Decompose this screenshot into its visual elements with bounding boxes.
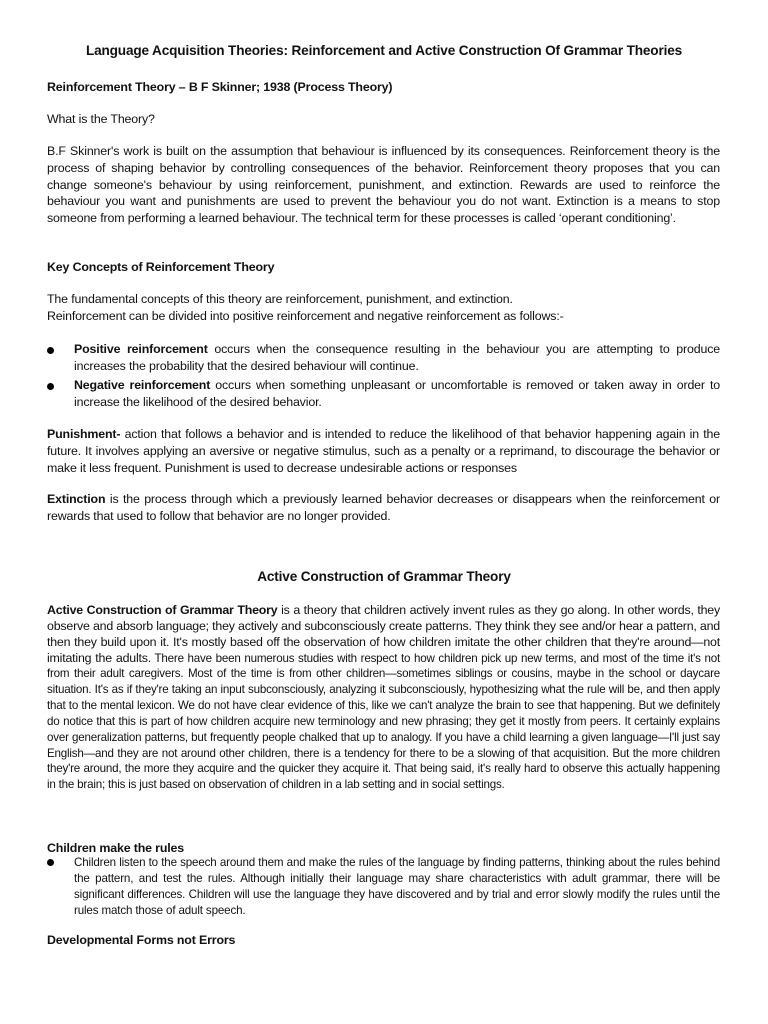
list-item <box>47 377 720 411</box>
question-line: What is the Theory? <box>47 112 155 126</box>
definition: is the process through which a previously learned behavior decreases or disappears when the reinforcement or rewards that used to follow that behavior are no longer provided. <box>47 492 720 523</box>
paragraph <box>47 603 720 793</box>
text: is a theory that children actively invent rules as they go along. In other words, they observe and absorb language; they actively and subconsciously create patterns. They think they see and/or hear a pattern, and then they build upon it. It's mostly based off the observation of how children imitate the other children that they're around—not imitating the adults. <box>47 603 720 665</box>
term: Extinction <box>47 492 106 506</box>
paragraph <box>47 491 720 525</box>
subheading: Children make the rules <box>47 841 185 855</box>
subheading: Key Concepts of Reinforcement Theory <box>47 260 275 274</box>
section-heading: Reinforcement Theory – B F Skinner; 1938 (Process Theory) <box>47 80 393 94</box>
bullet-icon <box>47 347 54 354</box>
definition: occurs when the consequence resulting in the behaviour you are attempting to produce increases the probability that the desired behaviour will continue. <box>74 342 720 373</box>
bullet-icon <box>47 859 54 866</box>
term: Punishment- <box>47 427 121 441</box>
term: Negative reinforcement <box>74 378 211 392</box>
list-item <box>47 855 720 919</box>
text-line: Reinforcement can be divided into positive reinforcement and negative reinforcement as follows:- <box>47 308 564 323</box>
definition: occurs when something unpleasant or uncomfortable is removed or taken away in order to increase the likelihood of the desired behavior. <box>74 378 721 409</box>
bullet-icon <box>47 383 54 390</box>
text: There have been numerous studies with respect to how children pick up new terms, and most of the time it's not from their adult caregivers. Most of the time is from other children—sometimes siblings or cousins, maybe in the school or daycare situation. It's as if they're taking an input subconsciously, analyzing it subconsciously, hypothesizing what the rule will be, and then apply that to the mental lexicon. We do not have clear evidence of this, like we can't analyze the brain to see that happening. But we definitely do notice that this is part of how children acquire new terminology and new phrasing; they get it mostly from peers. It certainly explains over generalization patterns, but frequently people chalked that up to analogy. If you have a child learning a given language—I'll just say English—and they are not around other children, there is a tendency for there to be a slowing of that acquisition. But the more children they're around, the more they acquire and the quicker they acquire it. That being said, it's really hard to observe this actually happening in the brain; this is just based on observation of children in a lab setting and in social settings. <box>47 651 721 792</box>
paragraph <box>47 426 720 476</box>
list-item-text: Children listen to the speech around them and make the rules of the language by finding patterns, thinking about the rules behind the pattern, and test the rules. Although initially their language may share characteristics with adult grammar, there will be significant differences. Children will use the language they have discovered and by trial and error slowly modify the rules until the rules match those of adult speech. <box>74 856 720 917</box>
subheading: Developmental Forms not Errors <box>47 933 236 947</box>
document-title: Language Acquisition Theories: Reinforcement and Active Construction Of Grammar Theories <box>85 43 683 58</box>
term: Active Construction of Grammar Theory <box>47 603 278 617</box>
text-line: The fundamental concepts of this theory are reinforcement, punishment, and extinction. <box>47 292 513 306</box>
section-heading: Active Construction of Grammar Theory <box>257 569 511 584</box>
list-item <box>47 341 720 375</box>
term: Positive reinforcement <box>74 342 208 356</box>
paragraph <box>47 291 720 325</box>
paragraph: B.F Skinner's work is built on the assumption that behaviour is influenced by its consequences. Reinforcement theory is the process of shaping behavior by controlling consequences of the behavior. Reinforcement theory proposes that you can change someone's behaviour by using reinforcement, punishment, and extinction. Rewards are used to reinforce the behaviour you want and punishments are used to prevent the behaviour you do not want. Extinction is a means to stop someone from performing a learned behaviour. The technical term for these processes is called ‘operant conditioning’. <box>47 144 720 226</box>
definition: action that follows a behavior and is intended to reduce the likelihood of that behavior happening again in the future. It involves applying an aversive or negative stimulus, such as a penalty or a reprimand, to discourage the behavior or make it less frequent. Punishment is used to decrease undesirable actions or responses <box>47 427 720 475</box>
